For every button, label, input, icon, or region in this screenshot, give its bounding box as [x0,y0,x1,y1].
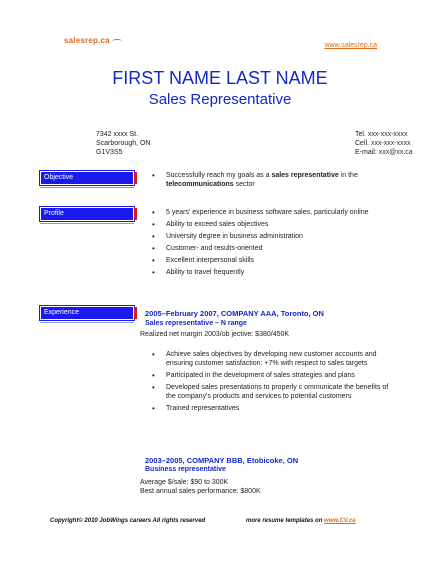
cell-value: xxx-xxx-xxxx [370,140,411,147]
profile-list [152,208,392,280]
section-divider [40,187,134,188]
contact-cell [355,139,413,148]
tel-label: Tel. [355,131,366,138]
job-detail: Best annual sales performance: $800K [140,488,261,495]
contact-tel [355,130,413,139]
section-divider [40,223,134,224]
address-line: 7342 xxxx St. [96,131,139,138]
email-label: E-mail: [355,149,377,156]
objective-list [152,171,392,192]
list-item: • University degree in business administration [152,232,392,241]
address-line: Scarborough, ON [96,140,151,147]
objective-text: in the [338,172,358,179]
list-item [152,171,392,189]
cell-label: Cell. [355,140,370,147]
address-line: G1V3S5 [96,149,123,156]
objective-text: sector [233,181,255,188]
list-item: • Excellent interpersonal skills [152,256,392,265]
person-title: Sales Representative [148,91,292,108]
job-heading: 2005–February 2007, COMPANY AAA, Toronto, ON [145,309,324,318]
person-name: FIRST NAME LAST NAME [112,68,328,88]
list-item: • Ability to exceed sales objectives [152,220,392,229]
job-heading: 2003–2005, COMPANY BBB, Etobicoke, ON [145,456,299,465]
job-position: Sales representative – N range [145,320,247,327]
tel-value: xxx-xxx-xxxx [367,131,408,138]
contact-block [355,130,413,157]
section-divider [40,322,134,323]
section-header-experience: Experience [40,306,134,320]
job-position: Business representative [145,466,226,473]
list-item: • Participated in the development of sales strategies and plans [152,371,392,380]
list-item: • 5 years' experience in business software sales, particularly online [152,208,392,217]
logo[interactable] [64,36,122,45]
list-item: • Ability to travel frequently [152,268,392,277]
logo-text: salesrep.ca [64,36,110,45]
logo-swoosh-icon [112,39,122,43]
objective-bold: telecommunications [166,181,234,188]
job-bullets [152,350,392,416]
email-value[interactable]: xxx@xx.ca [378,149,413,156]
footer-cv-link[interactable]: www.CV.ca [324,518,356,524]
list-item: • Developed sales presentations to properly c ommunicate the benefits of the company's products and services to potential customers [152,383,392,401]
objective-text: Successfully reach my goals as a [166,172,272,179]
footer-copyright: Copyright© 2010 JobWings careers All rights reserved [50,518,206,524]
section-header-profile: Profile [40,207,134,221]
job-detail: Realized net margin 2003/ob jective: $380/450K [140,331,290,338]
section-header-objective: Objective [40,171,134,185]
objective-bold: sales representative [271,172,339,179]
address-block [96,130,150,157]
list-item: • Trained representatives [152,404,392,413]
list-item: • Achieve sales objectives by developing new customer accounts and ensuring customer satisfaction: +7% with respect to sales targets [152,350,392,368]
footer-more-text: more resume templates on [246,518,325,524]
contact-email [355,148,413,157]
list-item: • Customer- and results-oriented [152,244,392,253]
site-link[interactable]: www.salesrep.ca [324,42,377,49]
job-detail: Average $/sale: $90 to 300K [140,479,229,486]
footer-more [246,518,356,524]
